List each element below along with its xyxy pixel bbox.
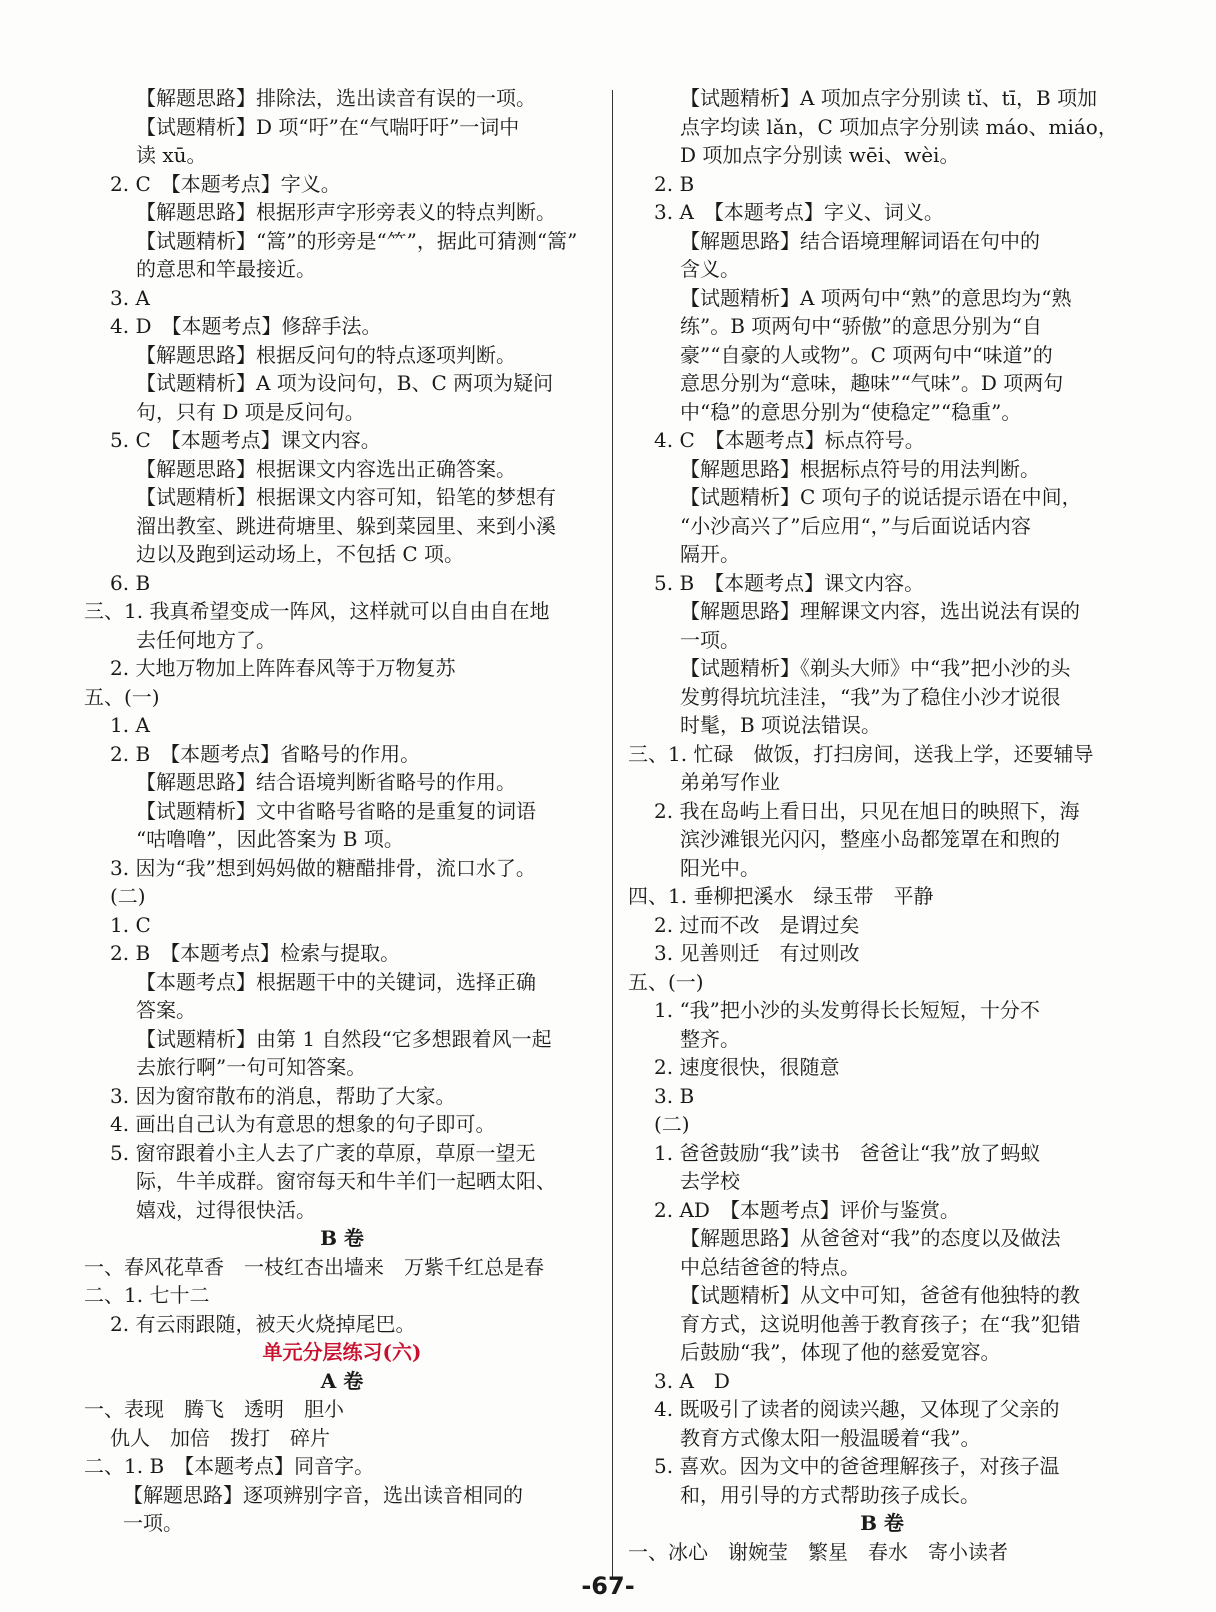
text-line: 的意思和竿最接近。 [136,257,316,281]
text-line: 阳光中。 [680,855,760,880]
text-line: 2. 速度很快，很随意 [654,1055,840,1079]
text-line: 【解题思路】逐项辨别字音，选出读音相同的 [123,1482,523,1507]
text-line: 五、(一) [84,684,160,709]
text-line: 【解题思路】理解课文内容，选出说法有误的 [680,599,1080,623]
text-line: 整齐。 [680,1026,740,1051]
text-line: 一、冰心 谢婉莹 繁星 春水 寄小读者 [628,1539,1008,1564]
text-line: 【试题精析】A 项加点字分别读 tǐ、tī，B 项加 [680,86,1098,110]
text-line: 隔开。 [680,542,740,566]
text-line: 2. B [654,171,695,196]
text-line: 【解题思路】根据课文内容选出正确答案。 [136,456,516,481]
text-line: 5. C 【本题考点】课文内容。 [110,428,381,452]
text-line: 五、(一) [628,969,704,994]
text-line: 3. 因为“我”想到妈妈做的糖醋排骨，流口水了。 [110,855,536,880]
text-line: 【试题精析】《剃头大师》中“我”把小沙的头 [680,656,1071,680]
text-line: 2. 大地万物加上阵阵春风等于万物复苏 [110,656,456,680]
text-line: 【解题思路】根据反问句的特点逐项判断。 [136,342,516,367]
column-divider [612,90,613,1578]
text-line: 3. A D [654,1368,730,1393]
right-column [628,84,1136,1566]
text-line: 三、1. 我真希望变成一阵风，这样就可以自由自在地 [84,599,550,623]
text-line: B 卷 [320,1226,364,1250]
text-line: 答案。 [136,998,196,1022]
text-line: 3. 因为窗帘散布的消息，帮助了大家。 [110,1083,456,1108]
text-line: 【试题精析】由第 1 自然段“它多想跟着风一起 [136,1026,552,1051]
text-line: 【试题精析】根据课文内容可知，铅笔的梦想有 [136,485,556,509]
text-line: 一项。 [680,627,740,652]
text-line: (二) [110,884,146,908]
text-line: 点字均读 lǎn，C 项加点字分别读 máo、miáo， [680,114,1118,139]
text-line: 一、春风花草香 一枝红杏出墙来 万紫千红总是春 [84,1254,544,1279]
text-line: 【解题思路】结合语境判断省略号的作用。 [136,770,516,794]
text-line: 1. A [110,713,150,737]
text-line: 嬉戏，过得很快活。 [136,1197,316,1222]
text-line: 【试题精析】D 项“吁”在“气喘吁吁”一词中 [136,114,520,139]
text-line: 句，只有 D 项是反问句。 [136,399,365,424]
text-line: B 卷 [860,1511,904,1535]
text-line: 仇人 加倍 拨打 碎片 [110,1425,330,1450]
text-line: 【试题精析】“篙”的形旁是“⺮”，据此可猜测“篙” [136,228,578,253]
text-line: 【试题精析】文中省略号省略的是重复的词语 [136,798,536,823]
text-line: 1. C [110,912,151,937]
text-line: 时髦，B 项说法错误。 [680,713,882,737]
text-line: 2. B 【本题考点】省略号的作用。 [110,741,421,766]
text-line: 含义。 [680,257,740,281]
text-line: 弟弟写作业 [680,770,780,794]
text-line: 【本题考点】根据题干中的关键词，选择正确 [136,969,536,994]
text-line: 二、1. 七十二 [84,1283,210,1307]
text-line: (二) [654,1112,690,1136]
text-line: 滨沙滩银光闪闪，整座小岛都笼罩在和煦的 [680,827,1060,851]
text-line: 二、1. B 【本题考点】同音字。 [84,1454,375,1478]
text-line: 读 xū。 [136,143,207,167]
text-line: 和，用引导的方式帮助孩子成长。 [680,1482,980,1507]
text-line: 4. D 【本题考点】修辞手法。 [110,314,382,338]
text-line: 2. AD 【本题考点】评价与鉴赏。 [654,1197,960,1222]
text-line: 三、1. 忙碌 做饭，打扫房间，送我上学，还要辅导 [628,741,1094,766]
text-line: 6. B [110,570,151,595]
text-line: 练”。B 项两句中“骄傲”的意思分别为“自 [680,314,1042,338]
text-line: 去旅行啊”一句可知答案。 [136,1055,367,1079]
text-line: 溜出教室、跳进荷塘里、躲到菜园里、来到小溪 [136,513,556,538]
text-line: 2. B 【本题考点】检索与提取。 [110,941,401,965]
text-line: 【试题精析】A 项为设问句，B、C 两项为疑问 [136,371,554,395]
text-line: 2. C 【本题考点】字义。 [110,171,341,196]
text-line: “咕噜噜”，因此答案为 B 项。 [136,827,404,851]
text-line: 2. 过而不改 是谓过矣 [654,912,860,937]
text-line: 【解题思路】根据标点符号的用法判断。 [680,456,1040,481]
text-line: A 卷 [320,1368,364,1393]
page-number: -67- [581,1572,635,1600]
text-line: 1. 爸爸鼓励“我”读书 爸爸让“我”放了蚂蚁 [654,1140,1041,1165]
text-line: 3. A 【本题考点】字义、词义。 [654,200,944,224]
text-line: 1. “我”把小沙的头发剪得长长短短，十分不 [654,998,1040,1022]
text-line: 【解题思路】从爸爸对“我”的态度以及做法 [680,1226,1061,1250]
text-line: 4. 既吸引了读者的阅读兴趣，又体现了父亲的 [654,1397,1060,1421]
text-line: 四、1. 垂柳把溪水 绿玉带 平静 [628,884,934,908]
text-line: 去任何地方了。 [136,627,276,652]
text-line: 发剪得坑坑洼洼，“我”为了稳住小沙才说很 [680,684,1061,709]
text-line: 5. B 【本题考点】课文内容。 [654,570,925,595]
text-line: 【解题思路】结合语境理解词语在句中的 [680,228,1040,253]
text-line: 单元分层练习(六) [262,1340,422,1364]
text-line: 【试题精析】A 项两句中“熟”的意思均为“熟 [680,285,1072,310]
text-line: 3. 见善则迁 有过则改 [654,941,860,965]
text-line: D 项加点字分别读 wēi、wèi。 [680,143,960,167]
text-line: 【解题思路】根据形声字形旁表义的特点判断。 [136,200,556,224]
text-line: 一、表现 腾飞 透明 胆小 [84,1397,344,1421]
text-line: 意思分别为“意味，趣味”“气味”。D 项两句 [680,371,1064,395]
text-line: 【试题精析】C 项句子的说话提示语在中间， [680,485,1082,509]
text-line: 4. C 【本题考点】标点符号。 [654,428,925,452]
text-line: 中总结爸爸的特点。 [680,1254,860,1279]
text-line: 豪”“自豪的人或物”。C 项两句中“味道”的 [680,342,1053,367]
text-line: 5. 窗帘跟着小主人去了广袤的草原，草原一望无 [110,1140,536,1165]
text-line: 育方式，这说明他善于教育孩子；在“我”犯错 [680,1311,1081,1336]
text-line: 3. B [654,1083,695,1108]
text-line: 4. 画出自己认为有意思的想象的句子即可。 [110,1112,496,1136]
text-line: 5. 喜欢。因为文中的爸爸理解孩子，对孩子温 [654,1454,1060,1478]
text-line: 2. 有云雨跟随，被天火烧掉尾巴。 [110,1311,416,1336]
text-line: 去学校 [680,1169,740,1193]
text-line: 【解题思路】排除法，选出读音有误的一项。 [136,86,536,110]
left-column [84,84,600,1538]
text-line: 后鼓励“我”，体现了他的慈爱宽容。 [680,1340,1001,1364]
text-line: 【试题精析】从文中可知，爸爸有他独特的教 [680,1283,1080,1307]
text-line: 3. A [110,285,150,310]
text-line: 际，牛羊成群。窗帘每天和牛羊们一起晒太阳、 [136,1169,556,1193]
text-line: 中“稳”的意思分别为“使稳定”“稳重”。 [680,399,1022,424]
text-line: “小沙高兴了”后应用“，”与后面说话内容 [680,513,1031,538]
text-line: 教育方式像太阳一般温暖着“我”。 [680,1425,981,1450]
text-line: 一项。 [123,1511,183,1535]
text-line: 边以及跑到运动场上，不包括 C 项。 [136,542,465,566]
text-line: 2. 我在岛屿上看日出，只见在旭日的映照下，海 [654,798,1080,823]
